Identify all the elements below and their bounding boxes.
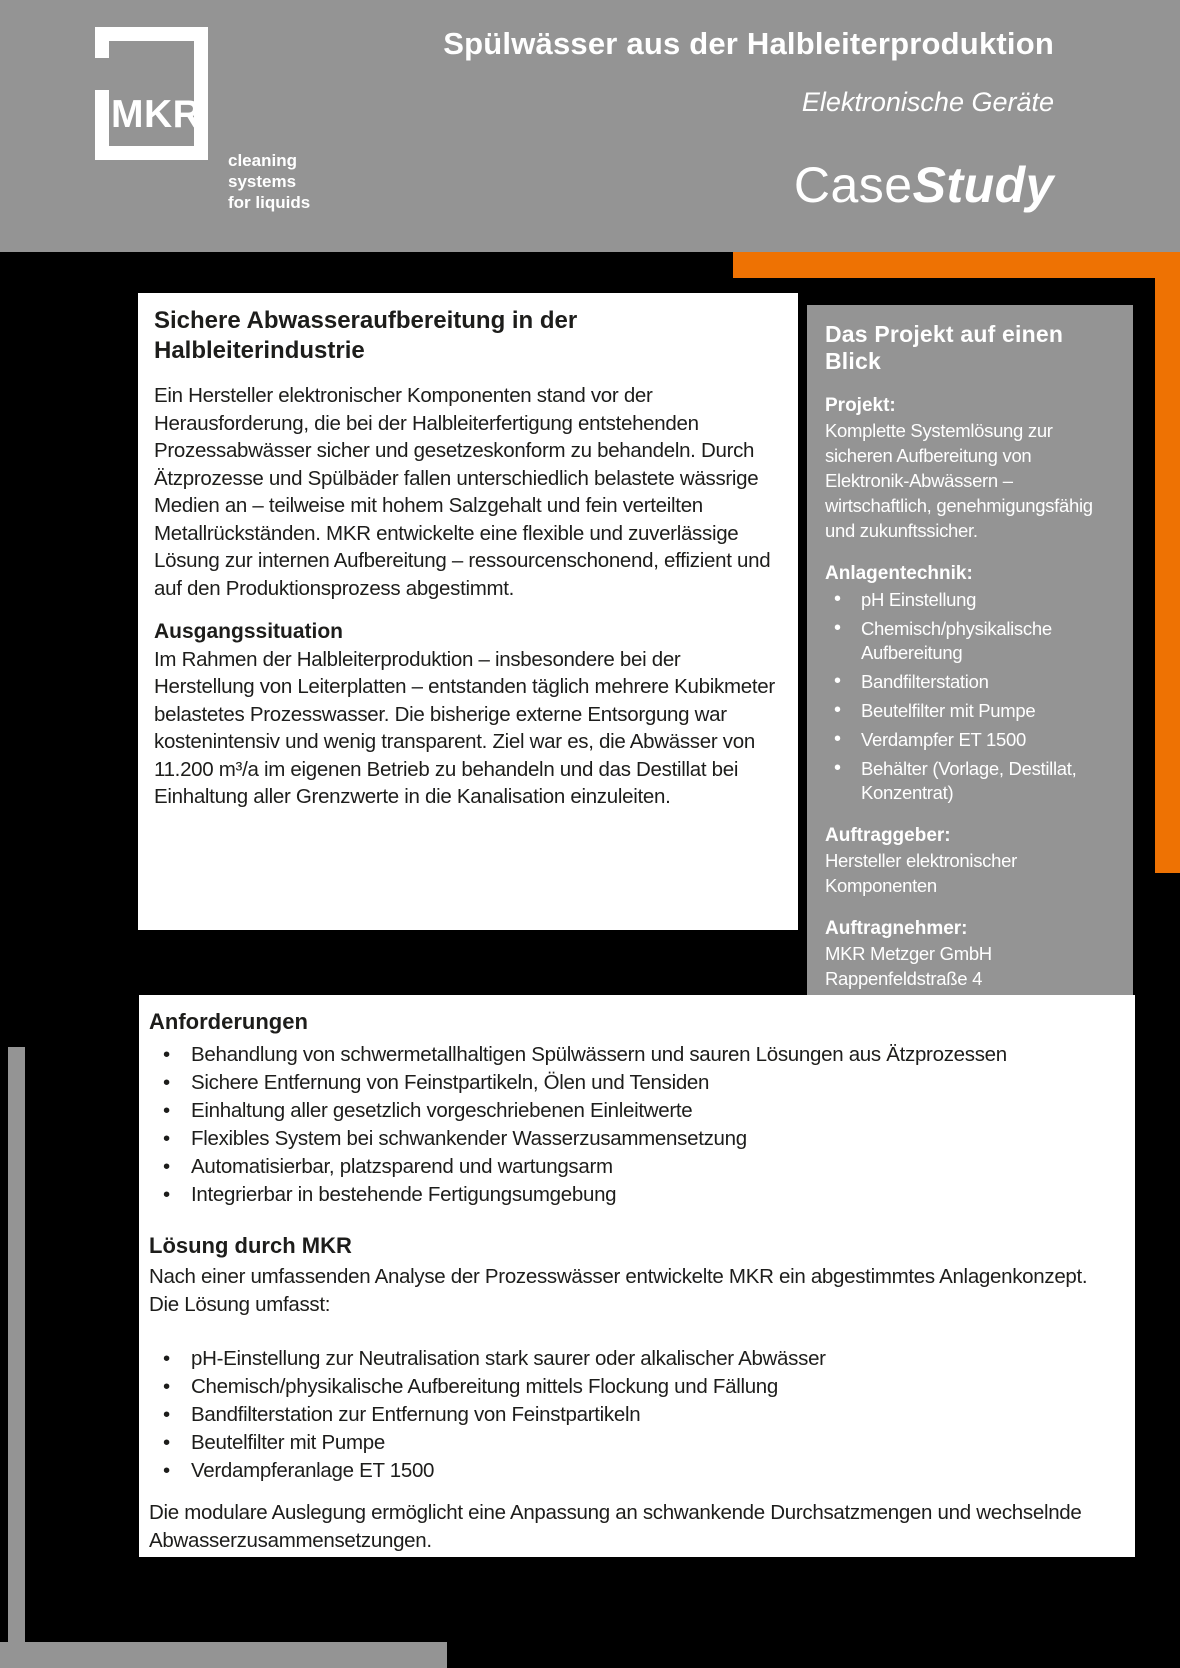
solution-list [149, 1345, 1115, 1485]
intro-section [138, 293, 798, 930]
logo-tagline-line: for liquids [228, 193, 311, 212]
contractor-label: Auftragnehmer: [825, 918, 968, 939]
requirements-heading: Anforderungen [149, 1009, 308, 1034]
solution-outro: Die modulare Auslegung ermöglicht eine Anpassung an schwankende Durchsatzmengen und wechselnde Abwasserzusammensetzungen. [149, 1501, 1082, 1552]
header-text-block [443, 26, 1054, 214]
client-text: Hersteller elektronischer Komponenten [825, 850, 1017, 896]
logo-tagline-line: systems [228, 172, 297, 191]
requirements-section [139, 995, 1135, 1557]
case-study-wordmark [443, 156, 1054, 214]
orange-accent-strip [733, 252, 1180, 278]
requirements-list [149, 1041, 1115, 1209]
logo-tagline [228, 150, 310, 213]
list-item: • Behandlung von schwermetallhaltigen Spülwässern und sauren Lösungen aus Ätzprozessen [149, 1041, 1115, 1069]
list-item: Rappenfeldstraße 4 [825, 968, 983, 989]
list-item: • Verdampferanlage ET 1500 [149, 1457, 1115, 1485]
list-item: • Integrierbar in bestehende Fertigungsumgebung [149, 1181, 1115, 1209]
plant-technology-label: Anlagentechnik: [825, 563, 973, 584]
solution-intro: Nach einer umfassenden Analyse der Prozesswässer entwickelte MKR ein abgestimmtes Anlagenkonzept. Die Lösung umfasst: [149, 1265, 1088, 1316]
list-item: • Bandfilterstation zur Entfernung von Feinstpartikeln [149, 1401, 1115, 1429]
list-item: MKR Metzger GmbH [825, 943, 992, 964]
header-band [0, 0, 1180, 252]
project-text: Komplette Systemlösung zur sicheren Aufbereitung von Elektronik-Abwässern – wirtschaftlich, genehmigungsfähig und zukunftssicher. [825, 420, 1093, 541]
client-label: Auftraggeber: [825, 825, 951, 846]
left-gray-strip [8, 1047, 25, 1642]
project-label: Projekt: [825, 395, 896, 416]
initial-situation-heading: Ausgangssituation [154, 620, 344, 643]
list-item: • Verdampfer ET 1500 [825, 728, 1115, 752]
list-item: • Bandfilterstation [825, 670, 1115, 694]
intro-paragraph: Ein Hersteller elektronischer Komponenten stand vor der Herausforderung, die bei der Halbleiterfertigung entstehenden Prozessabwässer sicher und gesetzeskonform zu behandeln. Durch Ätzprozesse und Spülbäder fallen unterschiedlich belastete wässrige Medien an – teilweise mit hohem Salzgehalt und fein verteilten Metallrückständen. MKR entwickelte eine flexible und zuverlässige Lösung zur internen Aufbereitung – ressourcenschonend, effizient und auf den Produktionsprozess abgestimmt. [154, 384, 771, 600]
solution-heading: Lösung durch MKR [149, 1233, 352, 1258]
list-item: • Chemisch/physikalische Aufbereitung [825, 617, 1115, 665]
plant-technology-list [825, 588, 1115, 805]
bottom-gray-bar [0, 1642, 447, 1668]
orange-accent-sidebar [1155, 278, 1180, 873]
document-subtitle: Elektronische Geräte [801, 87, 1054, 117]
list-item: • Chemisch/physikalische Aufbereitung mittels Flockung und Fällung [149, 1373, 1115, 1401]
list-item: • Automatisierbar, platzsparend und wartungsarm [149, 1153, 1115, 1181]
mkr-logo-frame-gap [95, 58, 109, 90]
list-item: • Sichere Entfernung von Feinstpartikeln, Ölen und Tensiden [149, 1069, 1115, 1097]
case-wordmark-part: Case [793, 157, 913, 213]
document-title: Spülwässer aus der Halbleiterproduktion [443, 26, 1054, 61]
list-item: • pH Einstellung [825, 588, 1115, 612]
list-item: • Beutelfilter mit Pumpe [825, 699, 1115, 723]
intro-heading: Sichere Abwasseraufbereitung in der Halbleiterindustrie [154, 307, 578, 364]
initial-situation-paragraph: Im Rahmen der Halbleiterproduktion – insbesondere bei der Herstellung von Leiterplatten – entstanden täglich mehrere Kubikmeter belastetes Prozesswasser. Die bisherige externe Entsorgung war kostenintensiv und wenig transparent. Ziel war es, die Abwässer von 11.200 m³/a im eigenen Betrieb zu behandeln und das Destillat bei Einhaltung aller Grenzwerte in die Kanalisation einzuleiten. [154, 647, 775, 808]
project-overview-heading: Das Projekt auf einen Blick [825, 321, 1064, 374]
list-item: • Flexibles System bei schwankender Wasserzusammensetzung [149, 1125, 1115, 1153]
project-overview-panel [807, 305, 1133, 996]
study-wordmark-part: Study [912, 157, 1054, 213]
mkr-logo-text: MKR [111, 93, 202, 136]
list-item: • Einhaltung aller gesetzlich vorgeschriebenen Einleitwerte [149, 1097, 1115, 1125]
list-item: • Behälter (Vorlage, Destillat, Konzentrat) [825, 757, 1115, 805]
list-item: • pH-Einstellung zur Neutralisation stark saurer oder alkalischer Abwässer [149, 1345, 1115, 1373]
logo-tagline-line: cleaning [228, 151, 297, 170]
list-item: • Beutelfilter mit Pumpe [149, 1429, 1115, 1457]
